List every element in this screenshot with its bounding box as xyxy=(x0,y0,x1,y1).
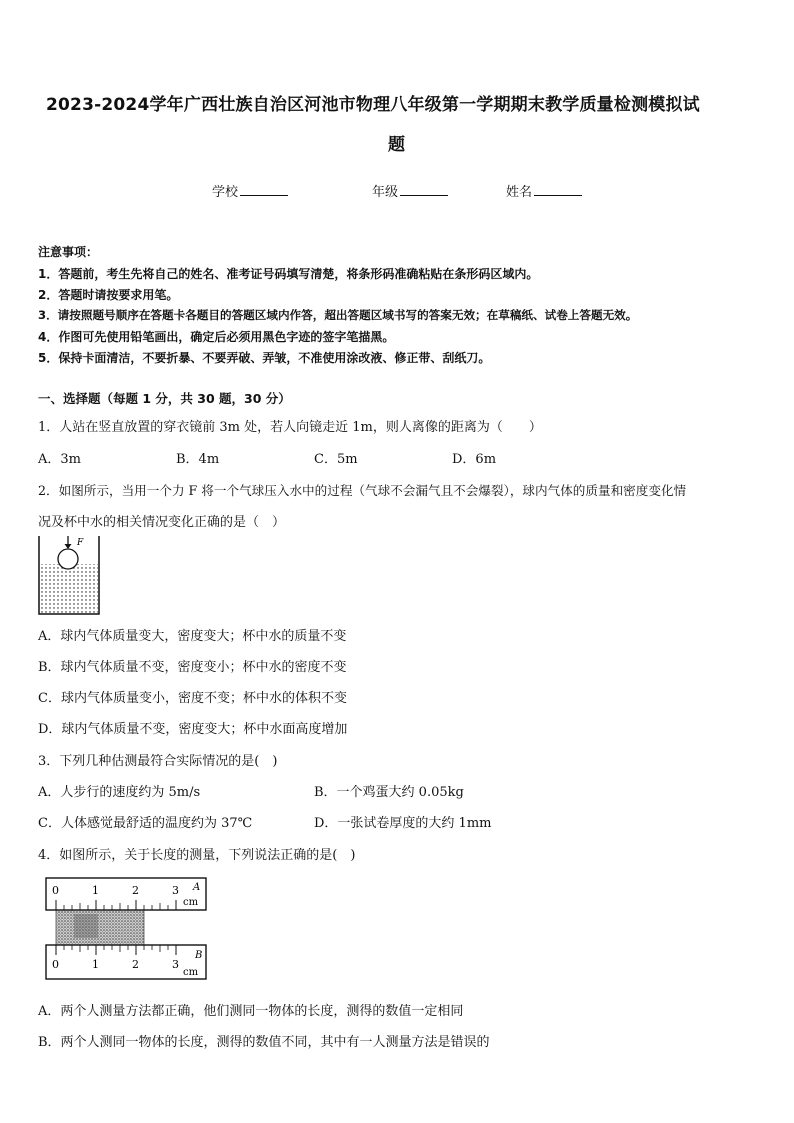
ruler-b-tick-label: 0 xyxy=(52,958,59,971)
note-item: 3．请按照题号顺序在答题卡各题目的答题区域内作答，超出答题区域书写的答案无效；在草稿纸、试卷上答题无效。 xyxy=(38,308,638,322)
ruler-b-tick-label: 2 xyxy=(132,958,139,971)
question-2-option-b: B．球内气体质量不变，密度变小；杯中水的密度不变 xyxy=(38,660,347,675)
school-blank xyxy=(240,183,288,196)
force-arrow-head xyxy=(65,544,72,549)
ruler-a-label: A xyxy=(193,882,201,893)
section-heading: 一、选择题（每题 1 分，共 30 题，30 分） xyxy=(38,391,291,406)
page-title: 2023-2024学年广西壮族自治区河池市物理八年级第一学期期末教学质量检测模拟试 xyxy=(46,95,700,115)
name-field xyxy=(506,181,582,200)
grade-blank xyxy=(400,183,448,196)
question-2-option-a: A．球内气体质量变大，密度变大；杯中水的质量不变 xyxy=(38,629,347,644)
question-3-option-d: D．一张试卷厚度的大约 1mm xyxy=(314,816,492,831)
ruler-measurement-figure xyxy=(40,872,212,984)
name-blank xyxy=(534,183,582,196)
question-1-option-c: C．5m xyxy=(314,452,358,467)
question-2-option-d: D．球内气体质量不变，密度变大；杯中水面高度增加 xyxy=(38,722,348,737)
ruler-a-tick-label: 2 xyxy=(132,884,139,897)
ruler-a-tick-label: 3 xyxy=(172,884,179,897)
grade-field xyxy=(372,181,448,200)
question-1-stem: 1．人站在竖直放置的穿衣镜前 3m 处，若人向镜走近 1m，则人离像的距离为（ ） xyxy=(38,420,542,435)
ruler-a-tick-label: 1 xyxy=(92,884,99,897)
object-shading xyxy=(74,914,98,938)
ruler-b-unit: cm xyxy=(183,967,199,978)
force-label: F xyxy=(77,538,84,548)
question-2-option-c: C．球内气体质量变小，密度不变；杯中水的体积不变 xyxy=(38,691,347,706)
question-2-stem-continued: 况及杯中水的相关情况变化正确的是（ ） xyxy=(38,515,286,530)
ruler-b-tick-label: 1 xyxy=(92,958,99,971)
question-1-option-a: A．3m xyxy=(38,452,81,467)
question-3-option-b: B．一个鸡蛋大约 0.05kg xyxy=(314,785,464,800)
question-3-stem: 3．下列几种估测最符合实际情况的是( ) xyxy=(38,754,278,769)
ruler-b-label: B xyxy=(195,950,203,961)
question-2-stem: 2．如图所示，当用一个力 F 将一个气球压入水中的过程（气球不会漏气且不会爆裂），球内气体的质量和密度变化情 xyxy=(38,483,687,498)
ruler-b xyxy=(46,945,206,979)
question-4-option-a: A．两个人测量方法都正确，他们测同一物体的长度，测得的数值一定相同 xyxy=(38,1004,464,1019)
notes-heading: 注意事项： xyxy=(38,245,99,259)
note-item: 2．答题时请按要求用笔。 xyxy=(38,288,179,302)
ruler-a-unit: cm xyxy=(183,897,199,908)
question-1-option-b: B．4m xyxy=(176,452,220,467)
measured-object xyxy=(56,908,144,945)
water-region xyxy=(40,564,98,613)
question-3-option-c: C．人体感觉最舒适的温度约为 37℃ xyxy=(38,816,253,831)
name-label: 姓名 xyxy=(506,185,533,200)
ruler-a xyxy=(46,878,206,910)
balloon-in-water-figure xyxy=(36,534,102,616)
question-3-option-a: A．人步行的速度约为 5m/s xyxy=(38,785,201,800)
question-1-option-d: D．6m xyxy=(452,452,497,467)
school-field xyxy=(212,181,288,200)
note-item: 4．作图可先使用铅笔画出，确定后必须用黑色字迹的签字笔描黑。 xyxy=(38,330,395,344)
balloon xyxy=(58,549,78,569)
question-4-stem: 4．如图所示，关于长度的测量，下列说法正确的是( ) xyxy=(38,848,356,863)
ruler-a-body xyxy=(46,878,206,910)
ruler-b-body xyxy=(46,945,206,979)
note-item: 1．答题前，考生先将自己的姓名、准考证号码填写清楚，将条形码准确粘贴在条形码区域内。 xyxy=(38,267,539,281)
question-4-option-b: B．两个人测同一物体的长度，测得的数值不同，其中有一人测量方法是错误的 xyxy=(38,1035,490,1050)
school-label: 学校 xyxy=(212,185,239,200)
page-title-continued: 题 xyxy=(388,135,406,155)
grade-label: 年级 xyxy=(372,185,399,200)
ruler-a-tick-label: 0 xyxy=(52,884,59,897)
note-item: 5．保持卡面清洁，不要折暴、不要弄破、弄皱，不准使用涂改液、修正带、刮纸刀。 xyxy=(38,351,491,365)
ruler-b-tick-label: 3 xyxy=(172,958,179,971)
